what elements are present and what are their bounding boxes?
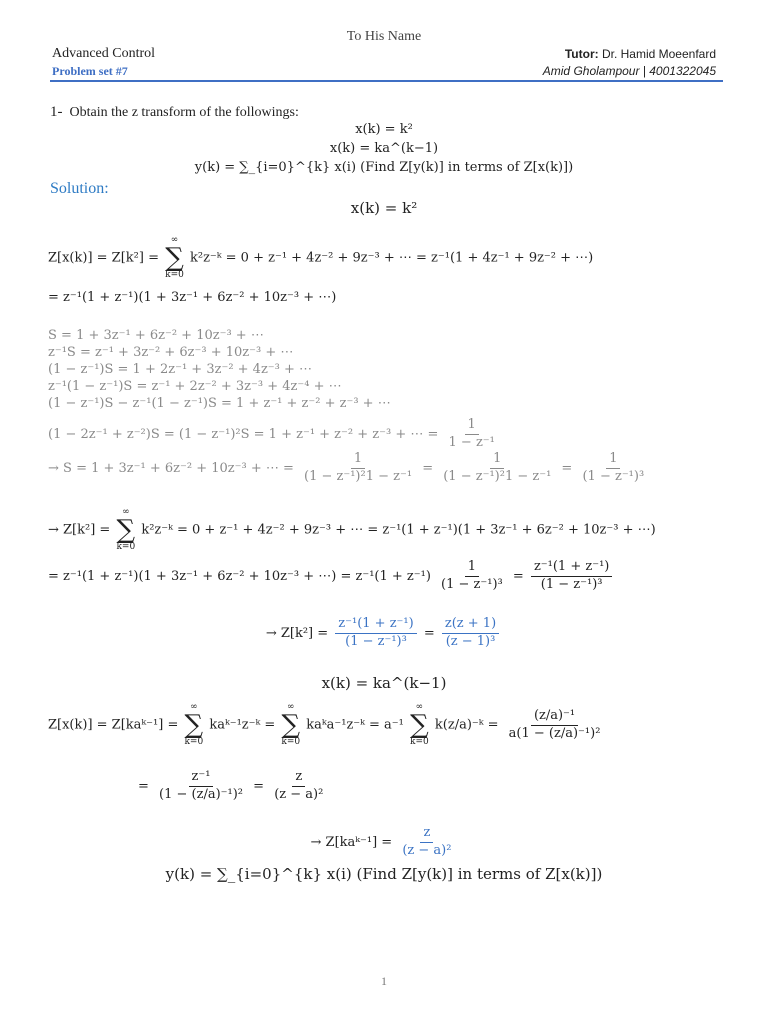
solution-heading: Solution: bbox=[50, 180, 109, 197]
problem-item-3: y(k) = ∑_{i=0}^{k} x(i) (Find Z[y(k)] in terms of Z[x(k)]) bbox=[194, 160, 574, 175]
problem-number: 1- bbox=[50, 104, 63, 120]
answer1-num-left: z⁻¹(1 + z⁻¹) bbox=[335, 617, 416, 634]
answer2-den: (z − a)² bbox=[402, 842, 452, 858]
answer-2: → Z[kaᵏ⁻¹] = $\frac{z}{\text{(z − a)²}}$ bbox=[0, 826, 768, 859]
work-line-4: z⁻¹(1 − z⁻¹)S = z⁻¹ + 2z⁻² + 3z⁻³ + 4z⁻⁴ + ⋯ bbox=[48, 379, 342, 394]
part3-title: y(k) = ∑_{i=0}^{k} x(i) (Find Z[y(k)] in terms of Z[x(k)]) bbox=[165, 865, 603, 883]
eq-z-ka-closed: = $\frac{\text{z⁻¹}}{\text{(1 − (z/a)⁻¹)²}}$ = $\frac{z}{\text{(z − a)²}}$ bbox=[138, 769, 324, 802]
work-line-5: (1 − z⁻¹)S − z⁻¹(1 − z⁻¹)S = 1 + z⁻¹ + z⁻² + z⁻³ + ⋯ bbox=[48, 396, 391, 411]
work-line-2: z⁻¹S = z⁻¹ + 3z⁻² + 6z⁻³ + 10z⁻³ + ⋯ bbox=[48, 345, 294, 360]
problem-item-2: x(k) = ka^(k−1) bbox=[329, 141, 439, 156]
tutor-line bbox=[565, 47, 716, 61]
eq-z-ka-series: Z[x(k)] = Z[kaᵏ⁻¹] = ∞ ∑ k=0 kaᵏ⁻¹z⁻ᵏ = ∞ ∑ k=0 kaᵏa⁻¹z⁻ᵏ = a⁻¹ ∞ ∑ k=0 k(z/a)⁻ᵏ = $\frac{\text{(z/a)⁻¹}}{\text{a(1 − (z/a)⁻¹)²}}$ bbox=[48, 702, 601, 747]
answer1-num-right: z(z + 1) bbox=[442, 617, 499, 634]
eq-z-k2-series: Z[x(k)] = Z[k²] = ∞ ∑ k=0 k²z⁻ᵏ = 0 + z⁻¹ + 4z⁻² + 9z⁻³ + ⋯ = z⁻¹(1 + 4z⁻¹ + 9z⁻² + ⋯) bbox=[48, 235, 594, 280]
problem-statement bbox=[50, 104, 299, 121]
header-rule bbox=[50, 80, 723, 82]
tutor-label: Tutor: bbox=[564, 47, 599, 61]
answer2-num: z bbox=[420, 826, 433, 843]
eq-factored: = z⁻¹(1 + z⁻¹)(1 + 3z⁻¹ + 6z⁻² + 10z⁻³ + ⋯) bbox=[48, 290, 337, 305]
answer1-den-left: (1 − z⁻¹)³ bbox=[345, 633, 407, 649]
eq-z-k2-factored: → Z[k²] = ∞ ∑ k=0 k²z⁻ᵏ = 0 + z⁻¹ + 4z⁻² + 9z⁻³ + ⋯ = z⁻¹(1 + z⁻¹)(1 + 3z⁻¹ + 6z⁻² + 10z⁻³ + ⋯) bbox=[48, 507, 656, 552]
eq-z-k2-closed: = z⁻¹(1 + z⁻¹)(1 + 3z⁻¹ + 6z⁻² + 10z⁻³ + ⋯) = z⁻¹(1 + z⁻¹) $\frac{1}{\text{(1 − z⁻¹)³}}$ = $\frac{\text{z⁻¹(1 + z⁻¹)}}{\text{(1 − z⁻¹)³}}$ bbox=[48, 560, 615, 593]
answer-1: → Z[k²] = $\frac{\text{z⁻¹(1 + z⁻¹)}}{\text{(1 − z⁻¹)³}}$ = $\frac{z(z + 1)}{\text{(z − 1)³}}$ bbox=[0, 617, 768, 650]
problem-item-1: x(k) = k² bbox=[355, 122, 413, 137]
tutor-name: Dr. Hamid Moeenfard bbox=[601, 47, 716, 61]
problem-prompt: Obtain the z transform of the followings: bbox=[69, 105, 299, 120]
problem-set-label: Problem set #7 bbox=[52, 64, 128, 78]
part2-title: x(k) = ka^(k−1) bbox=[321, 674, 447, 692]
work-line-7: → S = 1 + 3z⁻¹ + 6z⁻² + 10z⁻³ + ⋯ = $\frac{1}{\text{(1 − z⁻¹)²1 − z⁻¹}}$ = $\frac{1}{\text{(1 − z⁻¹)²1 − z⁻¹}}$ = $\frac{1}{\text{(1 − z⁻¹)³}}$ bbox=[48, 451, 645, 484]
work-line-1: S = 1 + 3z⁻¹ + 6z⁻² + 10z⁻³ + ⋯ bbox=[48, 328, 264, 343]
student-line: Amid Gholampour | 4001322045 bbox=[542, 64, 716, 78]
part1-title: x(k) = k² bbox=[350, 199, 418, 217]
work-line-6: (1 − 2z⁻¹ + z⁻²)S = (1 − z⁻¹)²S = 1 + z⁻¹ + z⁻² + z⁻³ + ⋯ = $\frac{1}{\text{1 − z⁻¹}}$ bbox=[48, 417, 495, 450]
header-center-title: To His Name bbox=[346, 29, 422, 44]
work-line-3: (1 − z⁻¹)S = 1 + 2z⁻¹ + 3z⁻² + 4z⁻³ + ⋯ bbox=[48, 362, 313, 377]
answer1-den-right: (z − 1)³ bbox=[445, 633, 496, 649]
course-name: Advanced Control bbox=[52, 46, 156, 61]
page-number: 1 bbox=[381, 974, 387, 988]
